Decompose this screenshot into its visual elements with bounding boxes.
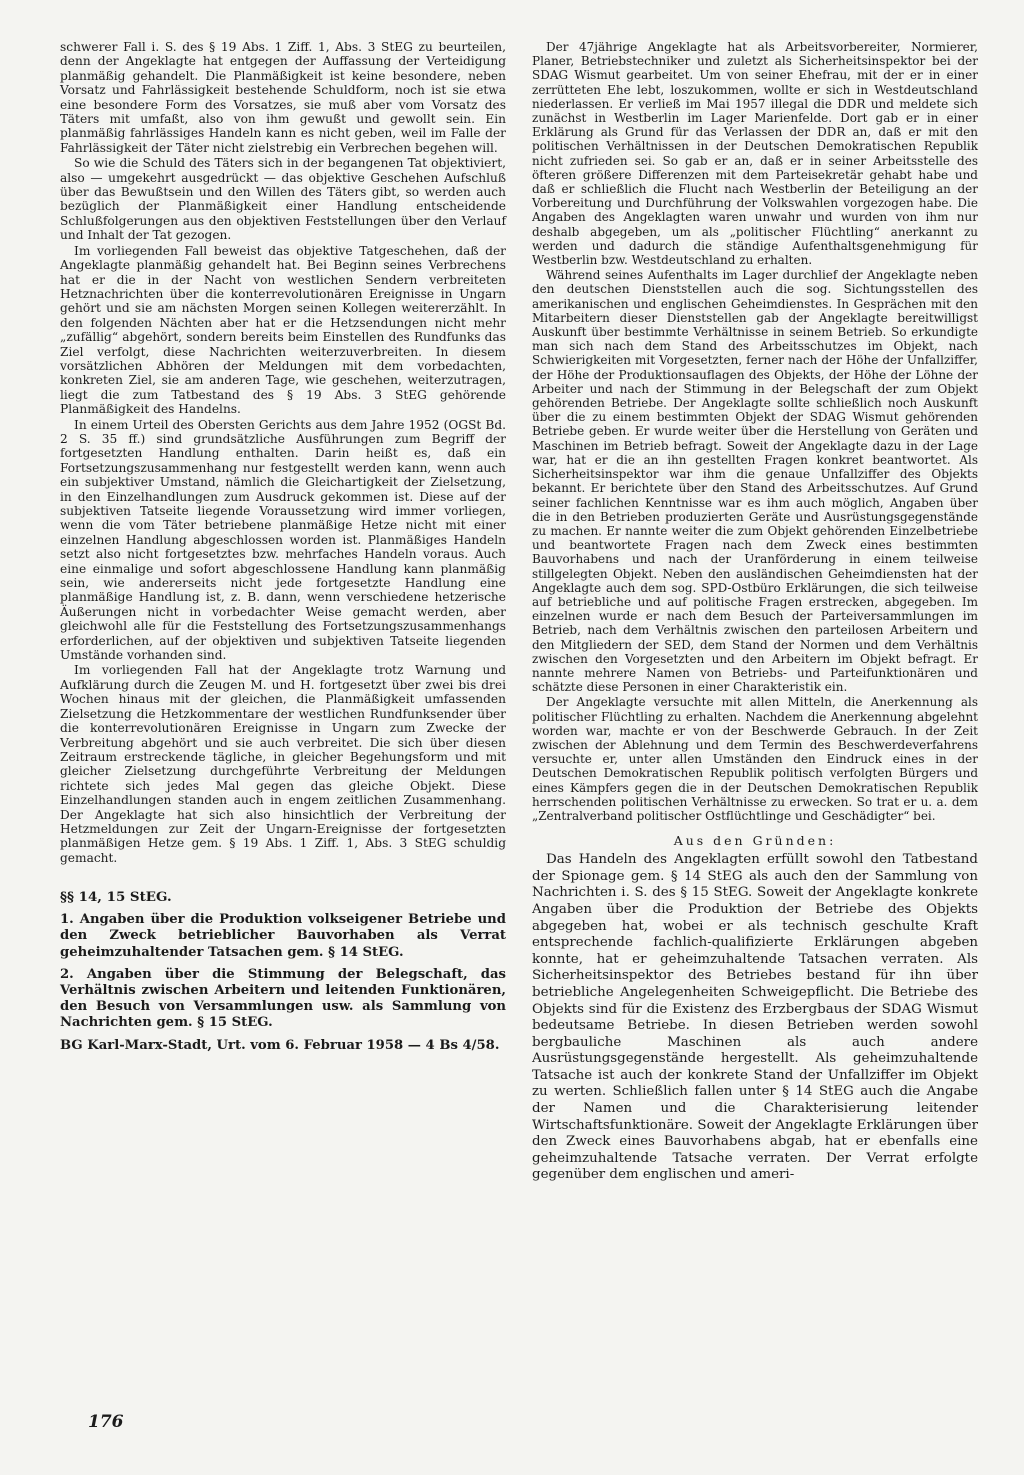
paragraph: Der 47jährige Angeklagte hat als Arbeitsvorbereiter, Normierer, Planer, Betriebstechniker und zuletzt als Sicherheitsinspektor bei der SDAG Wismut gearbeitet. Um von seiner Ehefrau, mit der er in einer zerrütteten Ehe lebt, loszukommen, wollte er sich in Westdeutschland niederlassen. Er verließ im Mai 1957 illegal die DDR und meldete sich zunächst in Westberlin im Lager Marienfelde. Dort gab er in einer Erklärung als Grund für das Verlassen der DDR an, daß er mit den politischen Verhältnissen in der Deutschen Demokratischen Republik nicht zufrieden sei. So gab er an, daß er in seiner Arbeitsstelle des öfteren größere Differenzen mit dem Parteisekretär gehabt habe und daß er schließlich die Flucht nach Westberlin der Beteiligung an der Vorbereitung und Durchführung der Volkswahlen vorgezogen habe. Die Angaben des Angeklagten waren unwahr und wurden von ihm nur deshalb abgegeben, um als „politischer Flüchtling“ anerkannt zu werden und dadurch die ständige Aufenthaltsgenehmigung für Westberlin bzw. Westdeutschland zu erhalten. [532,40,978,268]
paragraph: Im vorliegenden Fall beweist das objektive Tatgeschehen, daß der Angeklagte planmäßig gehandelt hat. Bei Beginn seines Verbrechens hat er die in der Nacht von westlichen Sendern verbreiteten Hetznachrichten über die konterrevolutionären Ereignisse in Ungarn gehört und sie am nächsten Morgen seinen Kollegen weitererzählt. In den folgenden Nächten aber hat er die Hetzsendungen nicht mehr „zufällig“ abgehört, sondern bereits beim Einstellen des Rundfunks das Ziel verfolgt, diese Nachrichten weiterzuverbreiten. In diesem vorsätzlichen Abhören der Meldungen mit dem vorbedachten, konkreten Ziel, sie am anderen Tage, wie geschehen, weiterzutragen, liegt die zum Tatbestand des § 19 Abs. 3 StEG gehörende Planmäßigkeit des Handelns. [60,243,506,417]
right-column [532,40,978,1184]
headnote-law-reference: §§ 14, 15 StEG. [60,889,172,906]
paragraph: schwerer Fall i. S. des § 19 Abs. 1 Ziff. 1, Abs. 3 StEG zu beurteilen, denn der Angeklagte hat entgegen der Auffassung der Verteidigung planmäßig gehandelt. Die Planmäßigkeit ist keine besondere, neben Vorsatz und Fahrlässigkeit bestehende Schuldform, noch ist sie etwa eine besondere Form des Vorsatzes, sie muß aber vom Vorsatz des Täters mit umfaßt, also von ihm gewußt und gewollt sein. Ein planmäßig fahrlässiges Handeln kann es nicht geben, weil im Falle der Fahrlässigkeit der Täter nicht zielstrebig ein Verbrechen begehen will. [60,40,506,155]
headnote-item-1: 1. Angaben über die Produktion volkseigener Betriebe und den Zweck betrieblicher Bauvorhaben als Verrat geheimzuhaltender Tatsachen gem. § 14 StEG. [60,912,506,960]
paragraph: Der Angeklagte versuchte mit allen Mitteln, die Anerkennung als politischer Flüchtling zu erhalten. Nachdem die Anerkennung abgelehnt worden war, machte er von der Beschwerde Gebrauch. In der Zeit zwischen der Ablehnung und dem Termin des Beschwerdeverfahrens versuchte er, unter allen Umständen den Eindruck eines in der Deutschen Demokratischen Republik politisch verfolgten Bürgers und eines Kämpfers gegen die in der Deutschen Demokratischen Republik herrschenden politischen Verhältnisse zu erwecken. So trat er u. a. dem „Zentralverband politischer Ostflüchtlinge und Geschädigter“ bei. [532,695,978,823]
paragraph: Im vorliegenden Fall hat der Angeklagte trotz Warnung und Aufklärung durch die Zeugen M. und H. fortgesetzt über zwei bis drei Wochen hinaus mit der gleichen, die Planmäßigkeit umfassenden Zielsetzung die Hetzkommentare der westlichen Rundfunksender über die konterrevolutionären Ereignisse in Ungarn zum Zwecke der Verbreitung abgehört und sie auch verbreitet. Die sich über diesen Zeitraum erstreckende tägliche, in gleicher Begehungsform und mit gleicher Zielsetzung durchgeführte Verbreitung der Meldungen richtete sich jedes Mal gegen das gleiche Objekt. Diese Einzelhandlungen standen auch in engem zeitlichen Zusammenhang. Der Angeklagte hat sich also hinsichtlich der Verbreitung der Hetzmeldungen zur Zeit der Ungarn-Ereignisse der fortgesetzten planmäßigen Hetze gem. § 19 Abs. 1 Ziff. 1, Abs. 3 StEG schuldig gemacht. [60,663,506,865]
left-column [60,40,506,1054]
reasons-section [532,852,978,1184]
paragraph: So wie die Schuld des Täters sich in der begangenen Tat objektiviert, also — umgekehrt ausgedrückt — das objektive Geschehen Aufschluß über das Bewußtsein und den Willen des Täters gibt, so werden auch bezüglich der Planmäßigkeit einer Handlung entscheidende Schlußfolgerungen aus den objektiven Feststellungen über den Verlauf und Inhalt der Tat gezogen. [60,156,506,243]
case-headnote [60,889,506,1054]
paragraph: In einem Urteil des Obersten Gerichts aus dem Jahre 1952 (OGSt Bd. 2 S. 35 ff.) sind grundsätzliche Ausführungen zum Begriff der fortgesetzten Handlung enthalten. Darin heißt es, daß ein Fortsetzungszusammenhang nur festgestellt werden kann, wenn auch ein subjektiver Umstand, nämlich die Gleichartigkeit der Zielsetzung, in den Einzelhandlungen zum Ausdruck gekommen ist. Diese auf der subjektiven Tatseite liegende Voraussetzung wird immer vorliegen, wenn die vom Täter betriebene planmäßige Hetze nicht mit einer einzelnen Handlung abgeschlossen worden ist. Planmäßiges Handeln setzt also nicht fortgesetztes bzw. mehrfaches Handeln voraus. Auch eine einmalige und sofort abgeschlossene Handlung kann planmäßig sein, wie andererseits nicht jede fortgesetzte Handlung eine planmäßige Handlung ist, z. B. dann, wenn verschiedene hetzerische Äußerungen nicht in vorbedachter Weise gemacht werden, aber gleichwohl alle für die Feststellung des Fortsetzungszusammenhangs erforderlichen, auf der objektiven und subjektiven Tatseite liegenden Umstände vorhanden sind. [60,417,506,663]
paragraph: Das Handeln des Angeklagten erfüllt sowohl den Tatbestand der Spionage gem. § 14 StEG als auch den der Sammlung von Nachrichten i. S. des § 15 StEG. Soweit der Angeklagte konkrete Angaben über die Produktion der Betriebe des Objekts abgegeben hat, wobei er als technisch geschulte Kraft entsprechende fachlich-qualifizierte Erklärungen abgeben konnte, hat er geheimzuhaltende Tatsachen verraten. Als Sicherheitsinspektor des Betriebes bestand für ihn über betriebliche Angelegenheiten Schweigepflicht. Die Betriebe des Objekts sind für die Existenz des Erzbergbaus der SDAG Wismut bedeutsame Betriebe. In diesen Betrieben werden sowohl bergbauliche Maschinen als auch andere Ausrüstungsgegenstände hergestellt. Als geheimzuhaltende Tatsache ist auch der konkrete Stand der Unfallziffer im Objekt zu werten. Schließlich fallen unter § 14 StEG auch die Angabe der Namen und die Charakterisierung leitender Wirtschaftsfunktionäre. Soweit der Angeklagte Erklärungen über den Zweck eines Bauvorhabens abgab, hat er ebenfalls eine geheimzuhaltende Tatsache verraten. Der Verrat erfolgte gegenüber dem englischen und ameri- [532,852,978,1183]
paragraph: Während seines Aufenthalts im Lager durchlief der Angeklagte neben den deutschen Dienststellen auch die sog. Sichtungsstellen des amerikanischen und englischen Geheimdienstes. In Gesprächen mit den Mitarbeitern dieser Dienststellen gab der Angeklagte bereitwilligst Auskunft über bestimmte Verhältnisse in seinem Betrieb. So erkundigte man sich nach dem Stand des Arbeitsschutzes im Objekt, nach Schwierigkeiten mit Vorgesetzten, ferner nach der Höhe der Unfallziffer, der Höhe der Produktionsauflagen des Objekts, der Höhe der Löhne der Arbeiter und nach der Stimmung in der Belegschaft der zum Objekt gehörenden Betriebe. Der Angeklagte sollte schließlich noch Auskunft über die zu einem bestimmten Objekt der SDAG Wismut gehörenden Betriebe geben. Er wurde weiter über die Herstellung von Geräten und Maschinen im Betrieb befragt. Soweit der Angeklagte dazu in der Lage war, hat er die an ihn gestellten Fragen konkret beantwortet. Als Sicherheitsinspektor war ihm die genaue Unfallziffer des Objekts bekannt. Er berichtete über den Stand des Arbeitsschutzes. Auf Grund seiner fachlichen Kenntnisse war es ihm auch möglich, Angaben über die in den Betrieben produzierten Geräte und Ausrüstungsgegenstände zu machen. Er nannte weiter die zum Objekt gehörenden Einzelbetriebe und beantwortete Fragen nach dem Zweck eines bestimmten Bauvorhabens und nach der Uranförderung in einem teilweise stillgelegten Objekt. Neben den ausländischen Geheimdiensten hat der Angeklagte auch dem sog. SPD-Ostbüro Erklärungen, die sich teilweise auf betriebliche und auf politische Fragen erstrecken, abgegeben. Im einzelnen wurde er nach dem Besuch der Parteiversammlungen im Betrieb, nach dem Verhältnis zwischen den parteilosen Arbeitern und den Mitgliedern der SED, dem Stand der Normen und dem Verhältnis zwischen den Vorgesetzten und den Arbeitern im Objekt befragt. Er nannte mehrere Namen von Betriebs- und Parteifunktionären und schätzte diese Personen in einer Charakteristik ein. [532,268,978,695]
headnote-court-citation: BG Karl-Marx-Stadt, Urt. vom 6. Februar 1958 — 4 Bs 4/58. [60,1037,500,1053]
headnote-item-2: 2. Angaben über die Stimmung der Belegschaft, das Verhältnis zwischen Arbeitern und leitenden Funktionären, den Besuch von Versammlungen usw. als Sammlung von Nachrichten gem. § 15 StEG. [60,966,506,1031]
page-number: 176 [88,1412,124,1432]
section-title: Aus den Gründen: [673,833,837,849]
